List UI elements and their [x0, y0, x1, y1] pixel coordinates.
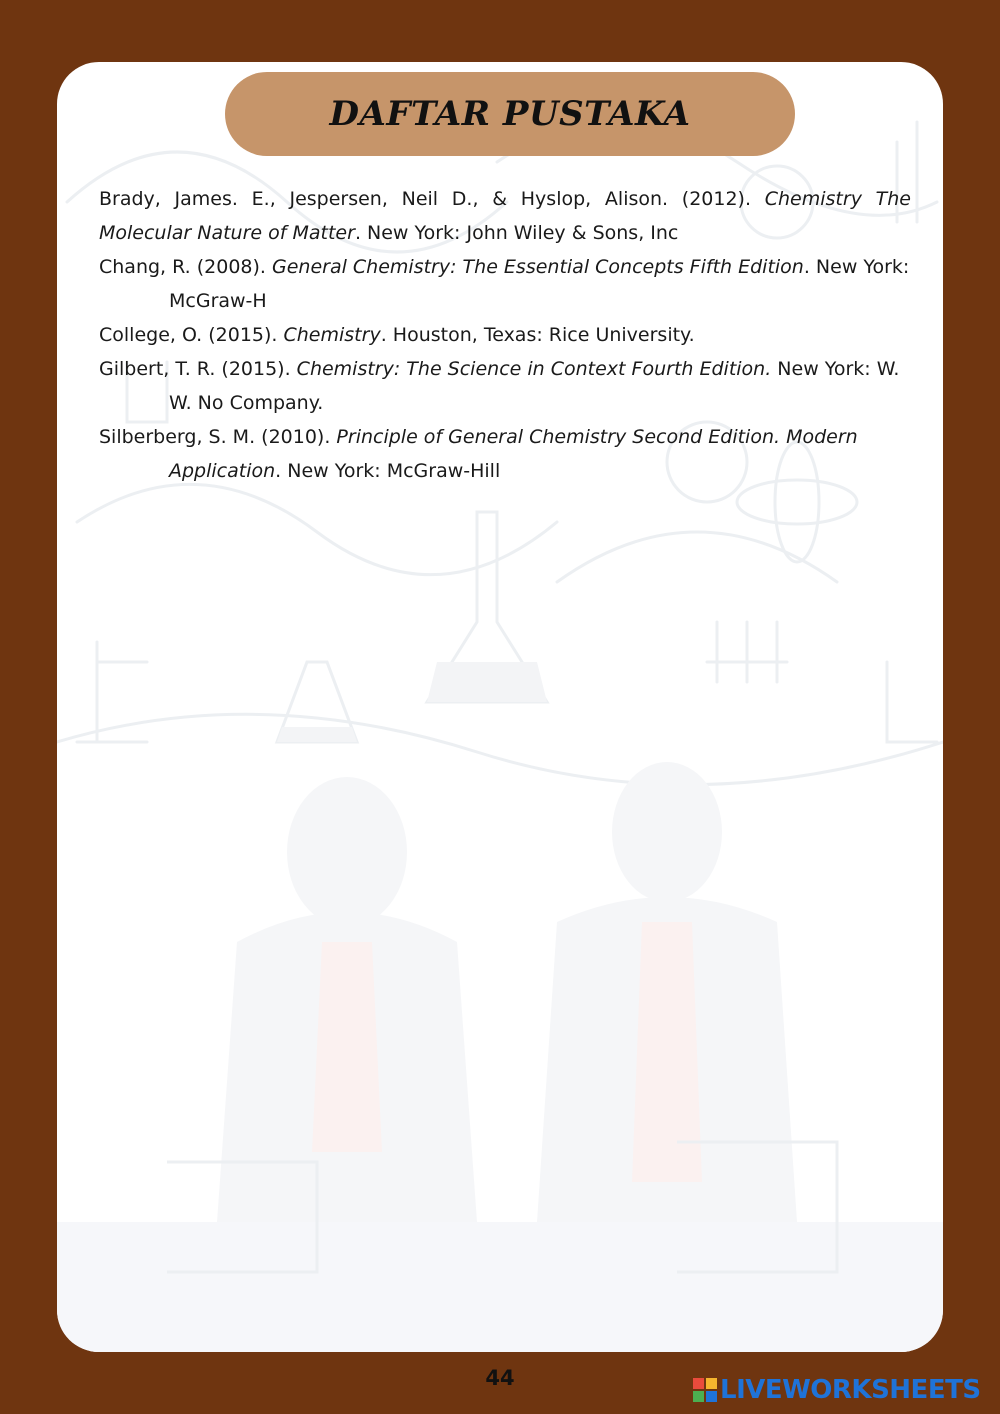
- title-banner: [225, 72, 795, 156]
- reference-item: Brady, James. E., Jespersen, Neil D., & Hyslop, Alison. (2012). Chemistry The Molecular Nature of Matter. New York: John Wiley & Sons, Inc: [99, 188, 911, 244]
- liveworksheets-logo-icon: [693, 1378, 717, 1402]
- watermark-text: LIVEWORKSHEETS: [720, 1375, 981, 1405]
- page-card: [57, 62, 943, 1352]
- page-number: 44: [485, 1366, 515, 1390]
- reference-item: College, O. (2015). Chemistry. Houston, Texas: Rice University.: [99, 324, 695, 346]
- reference-list: [99, 182, 911, 488]
- page-title: DAFTAR PUSTAKA: [329, 94, 691, 134]
- liveworksheets-watermark[interactable]: [693, 1374, 981, 1406]
- reference-item: Gilbert, T. R. (2015). Chemistry: The Science in Context Fourth Edition. New York: W. W. No Company.: [99, 358, 900, 414]
- reference-item: Silberberg, S. M. (2010). Principle of General Chemistry Second Edition. Modern Application. New York: McGraw-Hill: [99, 426, 858, 482]
- reference-item: Chang, R. (2008). General Chemistry: The Essential Concepts Fifth Edition. New York: McGraw-H: [99, 256, 910, 312]
